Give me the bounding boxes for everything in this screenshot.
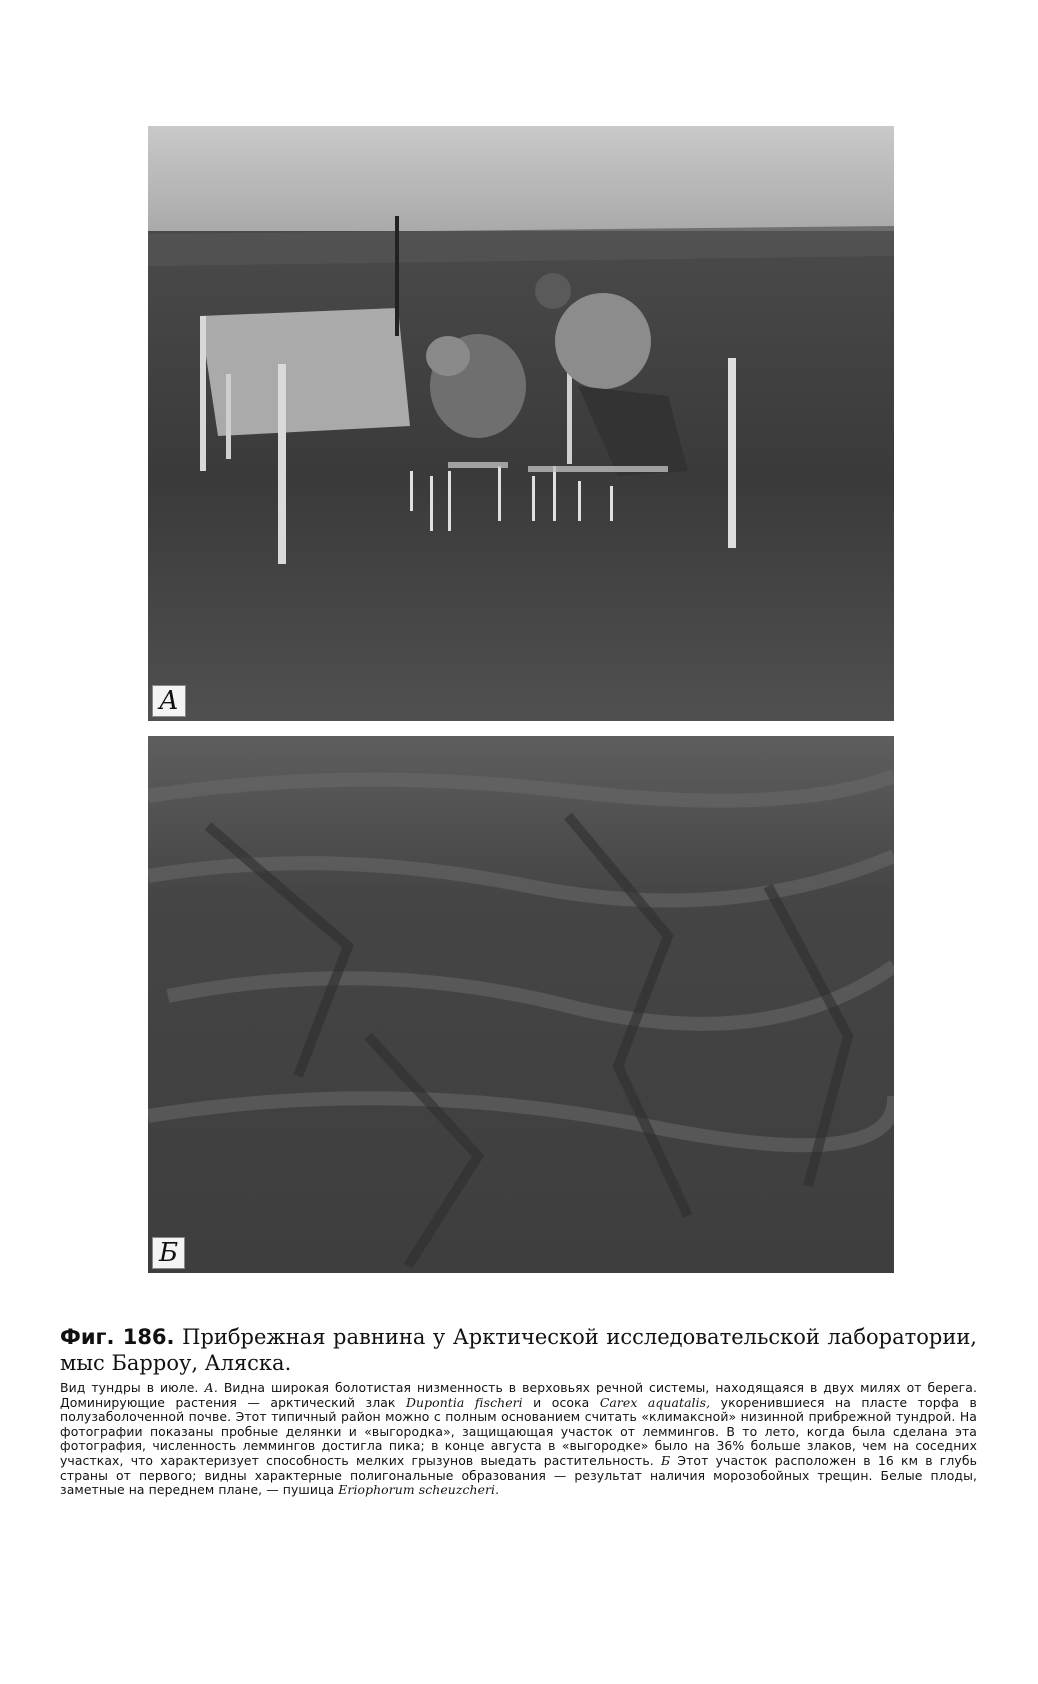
caption-species-dupontia: Dupontia fischeri xyxy=(405,1394,523,1410)
caption-text-5: и осока xyxy=(522,1394,600,1410)
figure-title: Прибрежная равнина у Арктической исследовательской лаборатории, мыс Барроу, Аляска. xyxy=(60,1325,977,1375)
figure-caption-body xyxy=(60,1381,977,1498)
caption-panel-a-ref: А. xyxy=(204,1380,224,1395)
caption-text-1: Вид тундры в июле. xyxy=(60,1380,205,1395)
tundra-field-photo xyxy=(148,126,894,721)
caption-text-3: Видна широкая болотистая низменность в верховьях речной системы, находящаяся в двух милях от берега. Доминирующие растения — арктический злак xyxy=(60,1380,977,1410)
caption-species-carex: Carex aquatalis, xyxy=(599,1394,711,1410)
caption-panel-b-ref: Б xyxy=(660,1452,678,1468)
panel-a-label: А xyxy=(152,685,186,717)
photo-panel-b xyxy=(148,736,894,1273)
photo-panel-a xyxy=(148,126,894,721)
caption-text-7: укоренившиеся на пласте торфа в полузаболоченной почве. Этот типичный район можно с полным основанием считать «климаксной» низинной прибрежной тундрой. На фотографии показаны пробные делянки и «выгородка», защищающая участок от леммингов. В то лето, когда была сделана эта фотография, численность леммингов достигла пика; в конце августа в «выгородке» было на 36% больше злаков, чем на соседних участках, что характеризует способность мелких грызунов выедать растительность. xyxy=(60,1394,977,1468)
caption-text-9: Этот участок расположен в 16 км в глубь страны от первого; видны характерные полигональные образования — результат наличия морозобойных трещин. Белые плоды, заметные на переднем плане, — пушица xyxy=(60,1452,977,1498)
panel-b-label: Б xyxy=(152,1237,185,1269)
figure-number: Фиг. 186. xyxy=(60,1325,175,1349)
polygonal-tundra-photo xyxy=(148,736,894,1273)
caption-species-eriophorum: Eriophorum scheuzcheri. xyxy=(338,1482,500,1498)
figure-caption-title xyxy=(60,1324,977,1376)
